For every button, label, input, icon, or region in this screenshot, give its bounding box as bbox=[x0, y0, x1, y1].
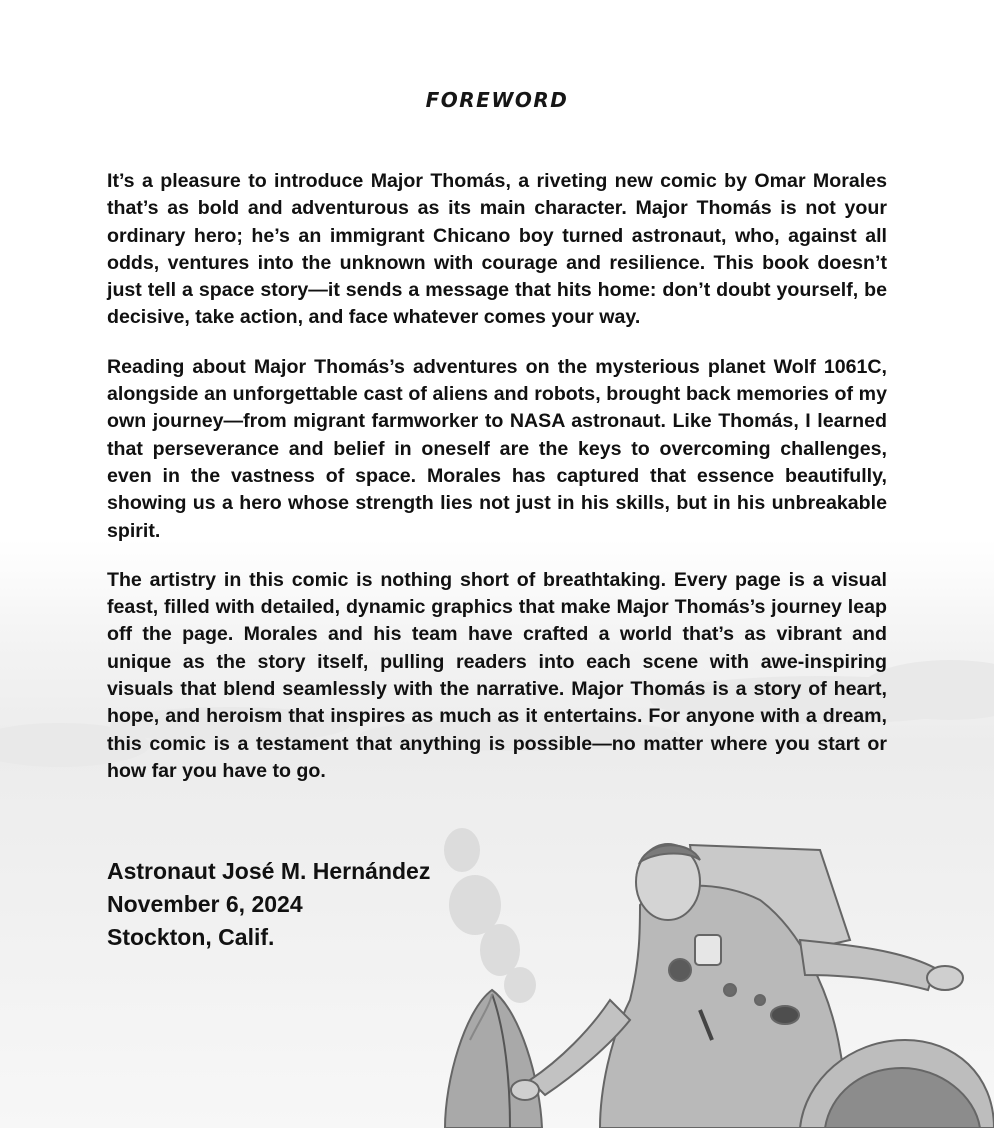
astronaut bbox=[511, 844, 994, 1128]
paragraph: It’s a pleasure to introduce Major Thomás, a riveting new comic by Omar Morales that’s as bold and adventurous as its main character. Major Thomás is not your ordinary hero; he’s an immigrant Chicano boy turned astronaut, who, against all odds, ventures into the unknown with courage and resilience. This book doesn’t just tell a space story—it sends a message that hits home: don’t doubt yourself, be decisive, take action, and face whatever comes your way. bbox=[107, 170, 887, 329]
signature-block bbox=[107, 855, 430, 954]
paragraph: Reading about Major Thomás’s adventures on the mysterious planet Wolf 1061C, alongside an unforgettable cast of aliens and robots, brought back memories of my own journey—from migrant farmworker to NASA astronaut. Like Thomás, I learned that perseverance and belief in oneself are the keys to overcoming challenges, even in the vastness of space. Morales has captured that essence beautifully, showing us a hero whose strength lies not just in his skills, but in his unbreakable spirit. bbox=[107, 355, 887, 542]
signature-date: November 6, 2024 bbox=[107, 891, 303, 917]
foreword-body bbox=[107, 168, 887, 807]
signature-place: Stockton, Calif. bbox=[107, 924, 275, 950]
smoke-plume bbox=[444, 828, 536, 1003]
paragraph: The artistry in this comic is nothing short of breathtaking. Every page is a visual feast, filled with detailed, dynamic graphics that make Major Thomás’s journey leap off the page. Morales and his team have crafted a world that’s as vibrant and unique as the story itself, pulling readers into each scene with awe-inspiring visuals that blend seamlessly with the narrative. Major Thomás is a story of heart, hope, and heroism that inspires as much as it entertains. For anyone with a dream, this comic is a testament that anything is possible—no matter where you start or how far you have to go. bbox=[107, 568, 887, 782]
signature-name: Astronaut José M. Hernández bbox=[107, 858, 431, 884]
page-title: FOREWORD bbox=[425, 88, 569, 112]
rocket bbox=[445, 990, 542, 1128]
